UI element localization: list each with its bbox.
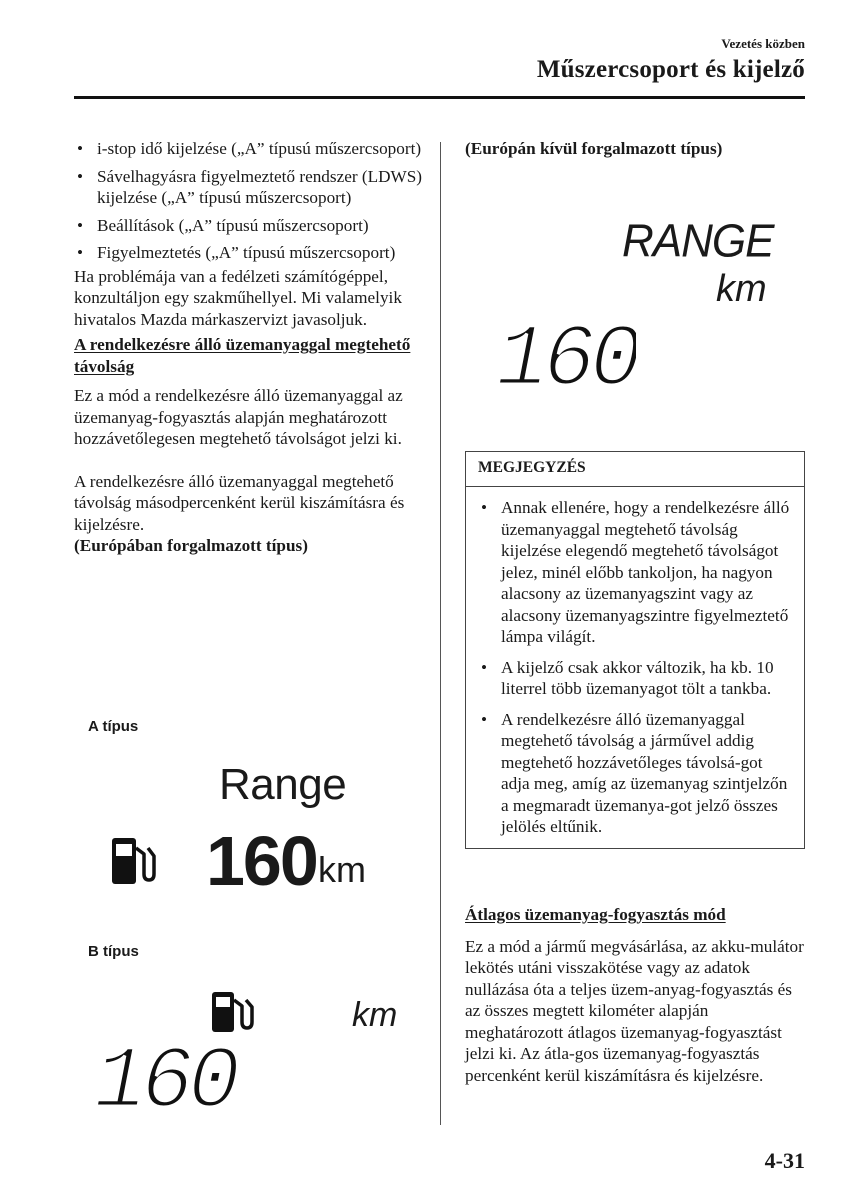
paragraph: Ha problémája van a fedélzeti számítógéppel, konzultáljon egy szakműhellyel. Mi valamelyik hivatalos Mazda márkaszervizt javasoljuk. [74, 266, 402, 329]
type-a-label: A típus [88, 718, 139, 735]
fuel-pump-icon [110, 836, 158, 888]
type-b-label: B típus [88, 943, 139, 960]
column-divider [440, 142, 441, 1125]
bullet-icon: • [77, 243, 84, 262]
fuel-pump-icon [210, 990, 258, 1034]
right-column [465, 138, 805, 160]
type-a-unit: km [318, 849, 366, 890]
list-item: • A kijelző csak akkor változik, ha kb. 10 literrel több üzemanyagot tölt a tankba. [481, 657, 774, 698]
list-item: • A rendelkezésre álló üzemanyaggal megtehető távolság a járművel addig megtehető hozzávetőleges távolsá-got adja meg, amíg az üzemanyag szintjelzőn a megmaradt üzemanya-got jelző összes jelölés eltűnik. [481, 709, 788, 836]
outside-range-value: 160 [496, 316, 636, 390]
outside-segment-display [496, 316, 636, 390]
page-title: Műszercsoport és kijelző [536, 56, 805, 83]
type-a-range-text: Range [219, 760, 347, 809]
paragraph: A rendelkezésre álló üzemanyaggal megtehető távolság másodpercenként kerül kiszámításra és kijelzésre. [74, 471, 405, 534]
page-number: 4-31 [764, 1148, 805, 1173]
type-a-range-value: 160 [206, 822, 317, 900]
range-text-outside: RANGE [622, 215, 774, 268]
list-item: • i-stop idő kijelzése („A” típusú műszercsoport) [77, 139, 422, 158]
bullet-icon: • [481, 709, 488, 729]
bullet-icon: • [77, 166, 84, 186]
note-list [478, 497, 792, 838]
header-rule [74, 96, 805, 99]
type-b-range-value: 160 [94, 1040, 235, 1112]
type-b-segment-display [94, 1040, 244, 1112]
section-name: Vezetés közben [721, 36, 805, 51]
paragraph: Ez a mód a rendelkezésre álló üzemanyaggal az üzemanyag-fogyasztás alapján meghatározott hozzávetőlegesen megtehető távolságot jelzi ki. [74, 386, 403, 448]
section-subhead: A rendelkezésre álló üzemanyaggal megtehető távolság [74, 335, 411, 376]
list-item: • Figyelmeztetés („A” típusú műszercsoport) [77, 243, 396, 262]
bullet-icon: • [77, 215, 84, 235]
note-box [465, 451, 805, 849]
list-item: • Sávelhagyásra figyelmeztető rendszer (LDWS) kijelzése („A” típusú műszercsoport) [77, 166, 422, 207]
range-unit-outside: km [716, 268, 767, 310]
paragraph: Ez a mód a jármű megvásárlása, az akku-mulátor lekötés utáni visszakötése vagy az adatok nullázása óta a teljes üzem-anyag-fogyasztás és az összes megtett kilométer alapján meghatározott átlagos üzemanyag-fogyasztást jelzi ki. Az átla-gos üzemanyag-fogyasztás percenként kerül kiszámításra és kijelzésre. [465, 936, 804, 1085]
outside-europe-label: (Európán kívül forgalmazott típus) [465, 139, 723, 158]
europe-label: (Európában forgalmazott típus) [74, 536, 308, 555]
left-column [74, 138, 424, 557]
list-item: • Beállítások („A” típusú műszercsoport) [77, 215, 369, 235]
type-b-unit: km [352, 996, 398, 1034]
bullet-icon: • [481, 498, 488, 517]
note-heading: MEGJEGYZÉS [466, 452, 804, 487]
bullet-icon: • [77, 139, 84, 158]
feature-list [74, 138, 424, 264]
right-lower [465, 904, 805, 1086]
list-item: • Annak ellenére, hogy a rendelkezésre álló üzemanyaggal megtehető távolság kijelzése elegendő megtehető távolságot jelez, minél előbb tankoljon, ha nagyon alacsony az üzemanyagszint vagy az alacsony üzemanyagszintre figyelmeztető lámpa világít. [481, 498, 790, 646]
bullet-icon: • [481, 657, 488, 677]
section-subhead: Átlagos üzemanyag-fogyasztás mód [465, 905, 726, 924]
